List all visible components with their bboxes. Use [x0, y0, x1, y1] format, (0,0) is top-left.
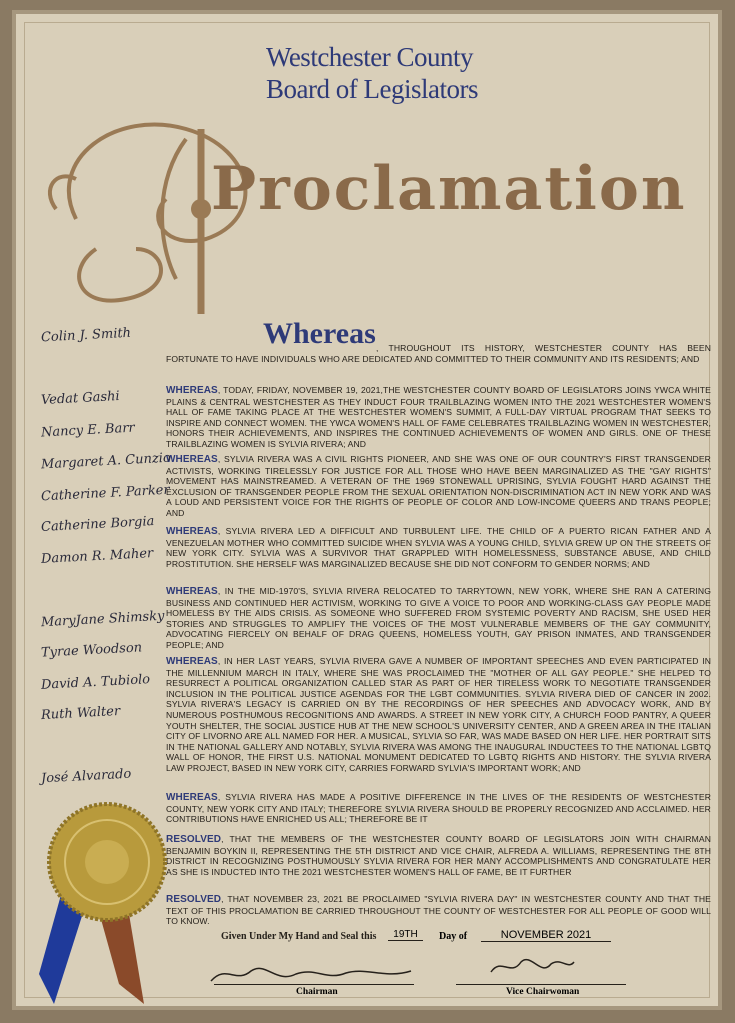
legislator-signature: David A. Tubiolo — [40, 671, 151, 693]
whereas-paragraph-2: WHEREAS, TODAY, FRIDAY, NOVEMBER 19, 2021,THE WESTCHESTER COUNTY BOARD OF LEGISLATORS JOINS YWCA WHITE PLAINS & CENTRAL WESTCHESTER AS THEY INDUCT FOUR TRAILBLAZING WOMEN INTO THE 2021 WESTCHESTER WOMEN'S HALL OF FAME TAKING PLACE AT THE WESTCHESTER WOMEN'S SUMMIT, A FULL-DAY VIRTUAL PROGRAM THAT SEEKS TO INSPIRE AND CONNECT WOMEN. THE YWCA WOMEN'S HALL OF FAME CELEBRATES TRAILBLAZING WOMEN IN WESTCHESTER, HONORS THEIR ACHIEVEMENTS, AND INSPIRES THE CONTINUED ACHIEVEMENTS OF WOMEN AND GIRLS. ONE OF THESE TRAILBLAZING WOMEN IS SYLVIA RIVERA; AND — [166, 385, 711, 449]
legislator-signature: José Alvarado — [40, 766, 132, 787]
header-board: Board of Legislators — [266, 74, 478, 104]
legislator-signature: Damon R. Maher — [40, 545, 154, 567]
whereas-paragraph-7: WHEREAS, SYLVIA RIVERA HAS MADE A POSITIVE DIFFERENCE IN THE LIVES OF THE RESIDENTS OF WESTCHESTER COUNTY, NEW YORK CITY AND ITALY; THEREFORE SYLVIA RIVERA SHOULD BE PROPERLY RECOGNIZED AND ACCLAIMED. HER CONTRIBUTIONS HAVE ENRICHED US ALL; THEREFORE BE IT — [166, 792, 711, 825]
legislator-signature: Nancy E. Barr — [40, 420, 136, 440]
whereas-heading: Whereas — [263, 317, 376, 350]
legislator-signature: Margaret A. Cunzio — [40, 450, 172, 473]
whereas-paragraph-1: , THROUGHOUT ITS HISTORY, WESTCHESTER COUNTY HAS BEEN FORTUNATE TO HAVE INDIVIDUALS WHO ARE DEDICATED AND COMMITTED TO THEIR COMMUNITY AND ITS RESIDENTS; AND — [166, 343, 711, 364]
legislator-signature: Vedat Gashi — [40, 388, 120, 409]
resolved-paragraph-2: RESOLVED, THAT NOVEMBER 23, 2021 BE PROCLAIMED "SYLVIA RIVERA DAY" IN WESTCHESTER COUNTY AND THAT THE TEXT OF THIS PROCLAMATION BE CARRIED THROUGHOUT THE COUNTY OF WESTCHESTER FOR ALL PEOPLE OF GOOD WILL TO KNOW. — [166, 894, 711, 927]
month-value: NOVEMBER 2021 — [481, 929, 611, 942]
gold-seal-icon — [42, 797, 172, 932]
whereas-paragraph-6: WHEREAS, IN HER LAST YEARS, SYLVIA RIVERA GAVE A NUMBER OF IMPORTANT SPEECHES AND EVEN PARTICIPATED IN THE MILLENNIUM MARCH IN ITALY, WHERE SHE WAS PROCLAIMED THE "MOTHER OF ALL GAY PEOPLE." SHE HELPED TO RESURRECT A POLITICAL ORGANIZATION CALLED STAR AS PART OF HER TIRELESS WORK TO NEGOTIATE TRANSGENDER INCLUSION IN THE POLITICAL JUSTICE AGENDAS FOR THE LGBT COMMUNITIES. SYLVIA RIVERA DIED OF CANCER IN 2002. SYLVIA RIVERA'S LEGACY IS CARRIED ON BY THE RECORDINGS OF HER SPEECHES AND ADVOCACY WORK, AND BY NUMEROUS POSTHUMOUS RECOGNITIONS AND AWARDS. A STREET IN NEW YORK CITY, A CHURCH FOOD PANTRY, A QUEER YOUTH SHELTER, THE SOCIAL JUSTICE HUB AT THE NEW SCHOOL'S UNIVERSITY CENTER, AND A GREEN AREA IN THE ITALIAN CITY OF LIVORNO ARE ALL NAMED FOR HER. A MUSICAL, SYLVIA SO FAR, WAS MADE BASED ON HER LIFE. HER PORTRAIT SITS IN THE NATIONAL GALLERY AND NOTABLY, SYLVIA RIVERA WAS AMONG THE INAUGURAL INDUCTEES TO THE NATIONAL LGBTQ WALL OF HONOR, THE FIRST U.S. NATIONAL MONUMENT DEDICATED TO LGBTQ RIGHTS AND HISTORY. THE SYLVIA RIVERA LAW PROJECT, BASED IN NEW YORK CITY, CARRIES FORWARD SYLVIA'S IMPORTANT WORK; AND — [166, 656, 711, 773]
vice-chair-signature-icon — [486, 952, 576, 982]
legislator-signature: MaryJane Shimsky — [40, 608, 165, 630]
resolved-paragraph-1: RESOLVED, THAT THE MEMBERS OF THE WESTCHESTER COUNTY BOARD OF LEGISLATORS JOIN WITH CHAIRMAN BENJAMIN BOYKIN II, REPRESENTING THE 5TH DISTRICT AND VICE CHAIR, ALFREDA A. WILLIAMS, REPRESENTING THE 8TH DISTRICT IN RECOGNIZING POSTHUMOUSLY SYLVIA RIVERA FOR HER MANY ACCOMPLISHMENTS AND CONGRATULATE HER AS SHE IS INDUCTED INTO THE 2021 WESTCHESTER WOMEN'S HALL OF FAME, BE IT FURTHER — [166, 834, 711, 877]
whereas-paragraph-4: WHEREAS, SYLVIA RIVERA LED A DIFFICULT AND TURBULENT LIFE. THE CHILD OF A PUERTO RICAN FATHER AND A VENEZUELAN MOTHER WHO COMMITTED SUICIDE WHEN SYLVIA WAS A YOUNG CHILD, SYLVIA GREW UP ON THE STREETS OF NEW YORK CITY. SYLVIA WAS A SURVIVOR THAT GRAPPLED WITH HOMELESSNESS, SUBSTANCE ABUSE, AND CHILD PROSTITUTION. SHE HERSELF WAS MARGINALIZED BECAUSE SHE DID NOT CONFORM TO GENDER NORMS; AND — [166, 526, 711, 569]
legislator-signature: Tyrae Woodson — [40, 640, 143, 661]
given-label: Given Under My Hand and Seal this — [221, 931, 377, 942]
legislator-signature: Ruth Walter — [40, 703, 121, 724]
header-county: Westchester County — [266, 42, 474, 72]
chairman-label: Chairman — [296, 987, 338, 997]
proclamation-document — [12, 10, 722, 1010]
vice-chair-signature-line — [456, 984, 626, 985]
vice-chair-label: Vice Chairwoman — [506, 987, 580, 997]
whereas-paragraph-3: WHEREAS, SYLVIA RIVERA WAS A CIVIL RIGHTS PIONEER, AND SHE WAS ONE OF OUR COUNTRY'S FIRST TRANSGENDER ACTIVISTS, WORKING TIRELESSLY FOR JUSTICE FOR ALL THOSE WHO HAVE BEEN MARGINALIZED AS THE "GAY RIGHTS" MOVEMENT HAS MAINSTREAMED. A VETERAN OF THE 1969 STONEWALL UPRISING, SYLVIA FOUGHT HARD AGAINST THE EXCLUSION OF TRANSGENDER PEOPLE FROM THE SEXUAL ORIENTATION NON-DISCRIMINATION ACT IN NEW YORK AND WAS A LOUD AND PERSISTENT VOICE FOR THE RIGHTS OF PEOPLE OF COLOR AND LOW-INCOME QUEERS AND TRANS PEOPLE; AND — [166, 454, 711, 518]
legislator-signature: Catherine F. Parker — [40, 482, 171, 504]
day-of-label: Day of — [439, 931, 468, 942]
chairman-signature-line — [214, 984, 414, 985]
legislator-signature: Colin J. Smith — [40, 325, 132, 346]
proclamation-title: Proclamation — [211, 154, 687, 224]
whereas-paragraph-5: WHEREAS, IN THE MID-1970'S, SYLVIA RIVERA RELOCATED TO TARRYTOWN, NEW YORK, WHERE SHE RAN A CATERING BUSINESS AND CONTINUED HER ACTIVISM, WORKING TO GIVE A VOICE TO POOR AND WORKING-CLASS GAY PEOPLE MADE HOMELESS BY THE AIDS CRISIS. AS SOMEONE WHO SUFFERED FROM SYSTEMIC POVERTY AND RACISM, SHE USED HER STORIES AND STRUGGLES TO AMPLIFY THE VOICES OF THE MOST VULNERABLE MEMBERS OF THE GAY COMMUNITY, ADVOCATING FIERCELY ON BEHALF OF DRAG QUEENS, HOMELESS YOUTH, GAY PRISON INMATES, AND TRANSGENDER PEOPLE; AND — [166, 586, 711, 650]
day-value: 19TH — [388, 929, 423, 941]
legislator-signature: Catherine Borgia — [40, 514, 155, 535]
